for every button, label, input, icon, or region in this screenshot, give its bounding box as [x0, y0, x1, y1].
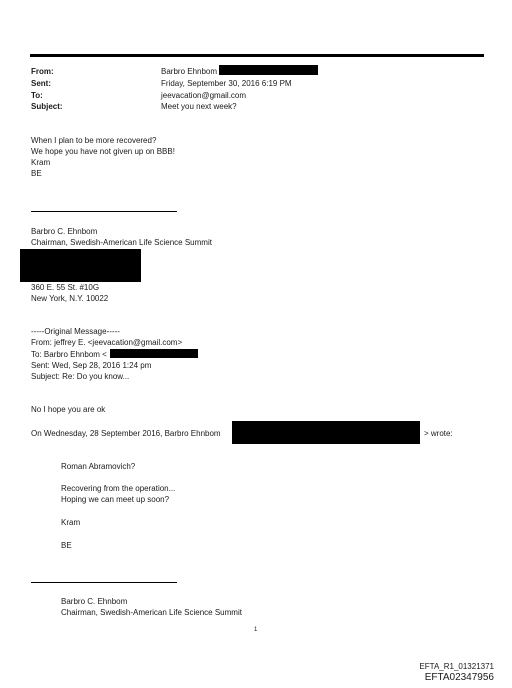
quoted-line-5: BE: [61, 541, 72, 550]
quoted-line-3: Hoping we can meet up soon?: [61, 495, 170, 504]
original-sent: Sent: Wed, Sep 28, 2016 1:24 pm: [31, 361, 152, 370]
from-value: Barbro Ehnbom: [161, 67, 218, 76]
signature-title: Chairman, Swedish-American Life Science Summit: [61, 608, 242, 617]
reply-text: No I hope you are ok: [31, 405, 106, 414]
redaction-box: [20, 249, 141, 282]
footer-id-secondary: EFTA02347956: [424, 672, 494, 683]
signature-address-1: 360 E. 55 St. #10G: [31, 283, 100, 292]
quoted-line-4: Kram: [61, 518, 81, 527]
body-line-3: Kram: [31, 158, 51, 167]
original-subject: Subject: Re: Do you know...: [31, 372, 130, 381]
page-number: 1: [254, 627, 258, 633]
sent-value: Friday, September 30, 2016 6:19 PM: [161, 79, 292, 88]
body-line-4: BE: [31, 169, 42, 178]
body-line-1: When I plan to be more recovered?: [31, 136, 157, 145]
redaction-box: [232, 421, 420, 444]
subject-label: Subject:: [31, 102, 63, 111]
signature-title: Chairman, Swedish-American Life Science Summit: [31, 238, 212, 247]
wrote-suffix: > wrote:: [424, 429, 453, 438]
redaction-box: [219, 65, 318, 75]
signature-rule: [31, 582, 177, 583]
signature-name: Barbro C. Ehnbom: [61, 597, 128, 606]
header-rule: [30, 54, 484, 57]
wrote-prefix: On Wednesday, 28 September 2016, Barbro Ehnbom: [31, 429, 221, 438]
quoted-line-2: Recovering from the operation...: [61, 484, 176, 493]
original-to: To: Barbro Ehnbom <: [31, 350, 107, 359]
signature-name: Barbro C. Ehnbom: [31, 227, 98, 236]
sent-label: Sent:: [31, 79, 51, 88]
to-label: To:: [31, 91, 43, 100]
footer-id-primary: EFTA_R1_01321371: [419, 662, 494, 671]
redaction-box: [110, 349, 198, 358]
from-label: From:: [31, 67, 54, 76]
body-line-2: We hope you have not given up on BBB!: [31, 147, 175, 156]
signature-rule: [31, 211, 177, 212]
to-value: jeevacation@gmail.com: [161, 91, 247, 100]
signature-address-2: New York, N.Y. 10022: [31, 294, 109, 303]
quoted-line-1: Roman Abramovich?: [61, 462, 136, 471]
original-separator: -----Original Message-----: [31, 327, 120, 336]
subject-value: Meet you next week?: [161, 102, 237, 111]
original-from: From: jeffrey E. <jeevacation@gmail.com>: [31, 338, 183, 347]
